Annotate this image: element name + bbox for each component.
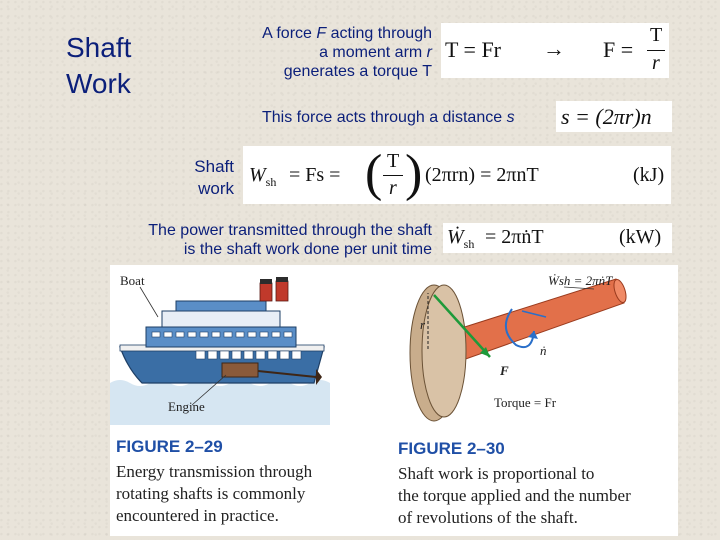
paren-close: ) — [405, 145, 423, 202]
paren-open: ( — [365, 145, 383, 202]
boat-illustration — [110, 265, 394, 425]
deck-middle — [162, 311, 280, 327]
figure-shaft-panel — [394, 265, 678, 536]
torque-label: Torque = Fr — [494, 395, 557, 410]
shaft-work-equation — [243, 146, 671, 204]
force-line-3: generates a torque T — [283, 63, 432, 80]
work-fraction-bar — [383, 175, 403, 176]
deck-upper — [176, 301, 266, 311]
torque-equation — [441, 23, 669, 78]
slide-title — [66, 30, 131, 102]
shaft-eq-label: Ẇsh = 2πṅT — [548, 273, 613, 288]
power-unit: (kW) — [619, 226, 662, 248]
arrow-glyph: → — [543, 36, 565, 61]
work-mid: = Fs = — [289, 164, 341, 186]
shaft-work-line-2: work — [198, 179, 234, 198]
boat-label: Boat — [120, 273, 145, 288]
title-line-2: Work — [66, 68, 131, 99]
radius-label: r — [420, 317, 426, 332]
shaft-work-label — [170, 156, 234, 200]
figure-1-caption-line: Energy transmission through — [116, 462, 313, 481]
shaft-cylinder — [452, 279, 624, 361]
force-line-2: a moment arm r — [319, 44, 432, 61]
figure-1-caption-line: encountered in practice. — [116, 506, 279, 525]
torque-frac-den: r — [652, 52, 660, 74]
work-lhs: $W_{sh}$ — [249, 164, 277, 189]
work-frac-num: T — [387, 150, 400, 172]
funnel-1 — [260, 283, 272, 301]
work-rhs: (2πrn) = 2πnT — [425, 164, 539, 186]
figure-1-caption-line: rotating shafts is commonly — [116, 484, 306, 503]
figure-2-caption-line: the torque applied and the number — [398, 486, 631, 505]
torque-eq-right-lhs: F = — [603, 37, 634, 62]
revolutions-label: ṅ — [540, 343, 547, 358]
figure-boat-panel — [110, 265, 394, 536]
figure-2-caption-body — [398, 463, 676, 529]
distance-eq-text: s = (2πr)n — [561, 104, 652, 129]
torque-frac-num: T — [650, 24, 663, 46]
figure-2-caption-title: FIGURE 2–30 — [398, 439, 505, 458]
power-line-1: The power transmitted through the shaft — [148, 222, 432, 239]
figure-2-caption-line: of revolutions of the shaft. — [398, 508, 578, 527]
title-line-1: Shaft — [66, 32, 132, 63]
engine-block — [222, 363, 258, 377]
power-lhs: Ẇ$_{sh}$ — [447, 226, 475, 251]
water-shape — [110, 380, 330, 425]
force-line-1: A force F acting through — [262, 25, 432, 42]
distance-equation — [556, 101, 672, 132]
figure-2-caption-line: Shaft work is proportional to — [398, 464, 595, 483]
fraction-bar — [647, 50, 665, 51]
force-label: F — [500, 363, 509, 378]
figure-1-caption-body — [116, 461, 392, 527]
torque-eq-left: T = Fr — [445, 37, 502, 62]
shaft-work-line-1: Shaft — [194, 157, 234, 176]
engine-label: Engine — [168, 399, 205, 414]
figure-1-caption-title: FIGURE 2–29 — [116, 437, 223, 456]
distance-description: This force acts through a distance s — [262, 109, 515, 126]
power-description — [100, 221, 432, 259]
power-rhs: = 2πṅT — [485, 226, 544, 248]
power-equation — [443, 223, 672, 253]
funnel-2 — [276, 281, 288, 301]
work-frac-den: r — [389, 177, 397, 199]
force-description — [200, 24, 432, 81]
power-line-2: is the shaft work done per unit time — [183, 241, 432, 258]
work-unit: (kJ) — [633, 164, 665, 186]
